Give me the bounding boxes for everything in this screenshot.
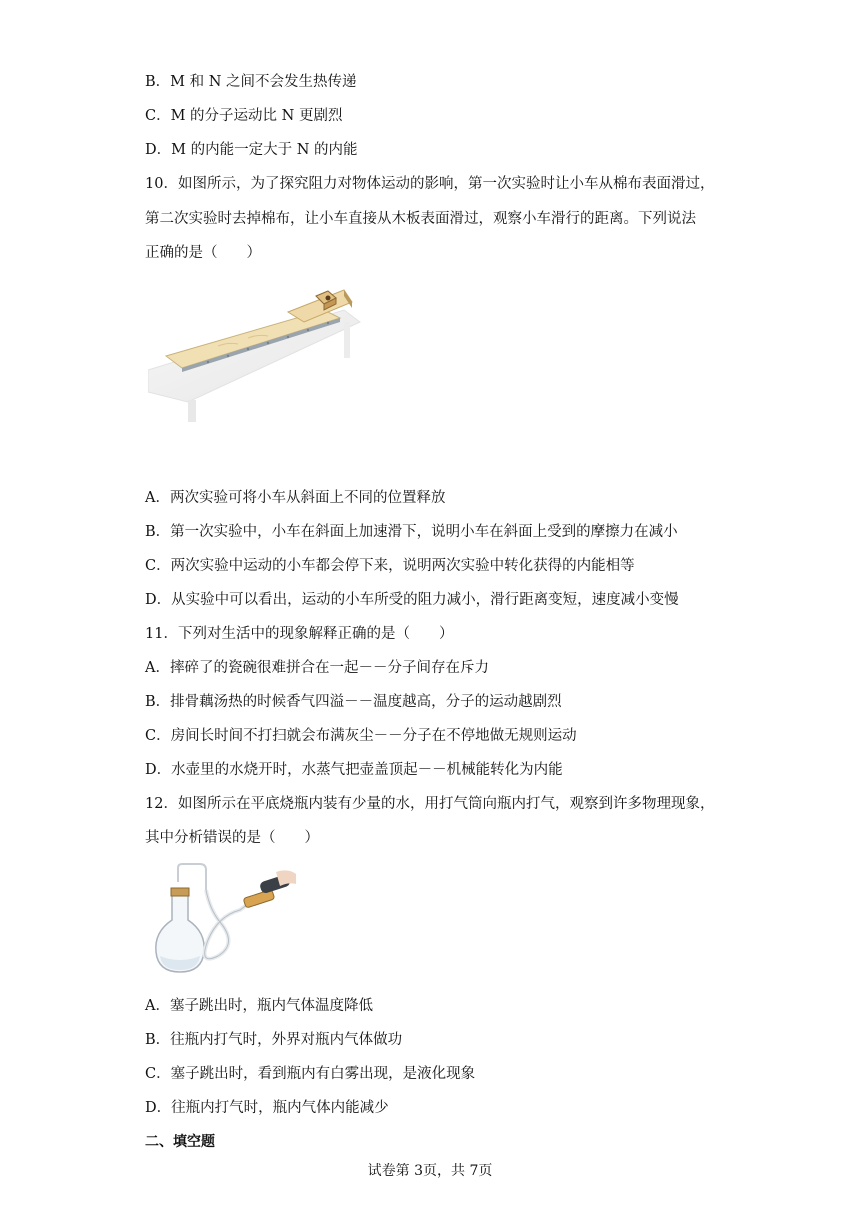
q12-option-a: A．塞子跳出时，瓶内气体温度降低 — [145, 998, 373, 1014]
q12-stem-line-2: 其中分析错误的是（ ） — [145, 830, 319, 846]
q9-option-c: C．M 的分子运动比 N 更剧烈 — [145, 108, 343, 124]
q11-stem: 11．下列对生活中的现象解释正确的是（ ） — [145, 626, 454, 642]
q10-stem-line-1: 10．如图所示，为了探究阻力对物体运动的影响，第一次实验时让小车从棉布表面滑过， — [145, 176, 715, 192]
q10-option-d: D．从实验中可以看出，运动的小车所受的阻力减小，滑行距离变短，速度减小变慢 — [145, 592, 679, 608]
q12-stem-line-1: 12．如图所示在平底烧瓶内装有少量的水，用打气筒向瓶内打气，观察到许多物理现象， — [145, 796, 715, 812]
q10-option-b: B．第一次实验中，小车在斜面上加速滑下，说明小车在斜面上受到的摩擦力在减小 — [145, 524, 678, 540]
q12-option-c: C．塞子跳出时，看到瓶内有白雾出现，是液化现象 — [145, 1066, 476, 1082]
q11-option-d: D．水壶里的水烧开时，水蒸气把壶盖顶起－－机械能转化为内能 — [145, 762, 563, 778]
section-title: 二、填空题 — [145, 1134, 215, 1150]
q12-option-d: D．往瓶内打气时，瓶内气体内能减少 — [145, 1100, 389, 1116]
page-footer: 试卷第 3页，共 7页 — [367, 1163, 493, 1179]
q9-option-b: B．M 和 N 之间不会发生热传递 — [145, 74, 357, 90]
flask-air-pump-figure — [148, 860, 298, 980]
q10-stem-line-3: 正确的是（ ） — [145, 245, 261, 261]
q9-option-d: D．M 的内能一定大于 N 的内能 — [145, 142, 358, 158]
q11-option-b: B．排骨藕汤热的时候香气四溢－－温度越高，分子的运动越剧烈 — [145, 694, 562, 710]
q10-option-c: C．两次实验中运动的小车都会停下来，说明两次实验中转化获得的内能相等 — [145, 558, 635, 574]
q12-option-b: B．往瓶内打气时，外界对瓶内气体做功 — [145, 1032, 403, 1048]
q11-option-c: C．房间长时间不打扫就会布满灰尘－－分子在不停地做无规则运动 — [145, 728, 577, 744]
q10-stem-line-2: 第二次实验时去掉棉布，让小车直接从木板表面滑过，观察小车滑行的距离。下列说法 — [145, 211, 696, 227]
incline-cart-experiment-figure — [148, 282, 368, 422]
q11-option-a: A．摔碎了的瓷碗很难拼合在一起－－分子间存在斥力 — [145, 660, 489, 676]
q10-option-a: A．两次实验可将小车从斜面上不同的位置释放 — [145, 490, 446, 506]
